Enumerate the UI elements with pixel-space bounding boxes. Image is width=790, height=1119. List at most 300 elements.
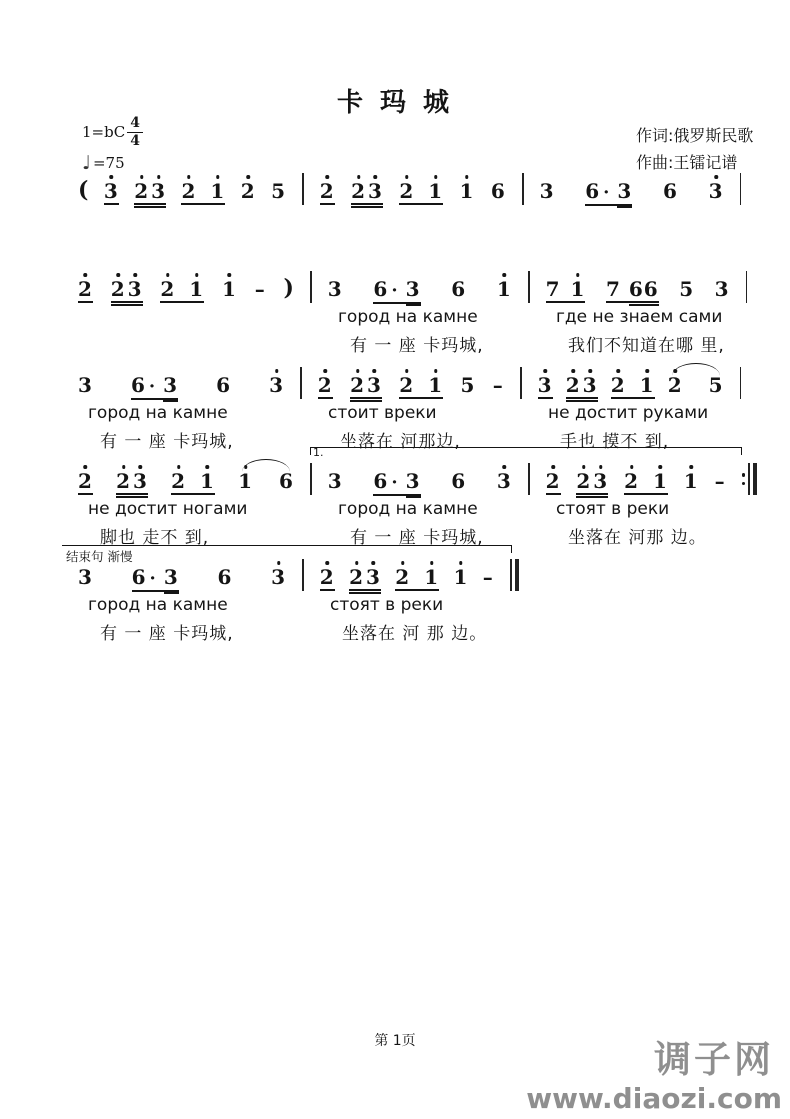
note-group [222,272,237,300]
note-digit: 1 [496,277,512,301]
note-group [216,368,231,396]
note-digit: 2 [576,469,592,493]
note-group [132,560,179,589]
note-digit: 1 [222,277,237,301]
watermark-site-name: 调子网 [654,1038,774,1081]
note-digit: 3 [127,277,143,301]
note-digit: 3 [271,565,286,589]
note-digit: 5 [679,277,695,301]
end-barline [740,367,742,399]
beam-underline [566,400,598,402]
note [483,567,494,588]
notes-row [62,368,742,398]
note-group [668,368,724,396]
octave-dot [543,369,547,373]
measure [62,464,310,494]
note [320,567,335,588]
note-group [715,272,730,300]
octave-dot [372,561,376,565]
octave-dot [133,273,137,277]
note [606,279,621,300]
note-digit: 2 [350,373,365,397]
note-group [320,174,335,202]
octave-dot [277,561,281,565]
watermark-site-url: www.diaozi.com [526,1081,782,1115]
extra-underline [406,496,421,498]
close-paren: ) [283,275,294,301]
note-digit: 3 [78,373,93,397]
lyric-row-ru [62,307,742,329]
note [715,471,726,492]
note-digit: 2 [134,179,150,203]
octave-dot [356,369,360,373]
beam-underline [576,493,608,495]
note-group [585,174,632,203]
note [540,181,555,202]
note-group [271,560,286,588]
beam-underline [78,493,93,495]
key-signature [82,112,143,152]
page-number: 第 1页 [374,1033,416,1049]
note [164,567,179,588]
note [451,279,466,300]
key-tempo-block [82,112,143,174]
song-title: 卡 玛 城 [336,88,454,118]
note-digit: 1 [570,277,586,301]
note-digit: 2 [351,179,367,203]
note-group [624,464,668,492]
note [279,471,294,492]
note-digit: 1 [683,469,699,493]
beam-underline [399,397,443,399]
lyric-cell-ru: где не знаем сами [556,307,723,327]
note-digit: – [482,565,494,589]
octave-dot [139,465,143,469]
note-group [451,272,466,300]
note-digit: 6 [130,373,146,397]
note-digit: 3 [405,277,421,301]
note [709,375,724,396]
octave-dot [571,369,575,373]
credit-lyricist: 作词:俄罗斯民歌 [636,126,754,145]
beam-underline [349,592,381,594]
note [328,279,343,300]
note-group [566,368,598,396]
octave-dot [401,561,405,565]
note-group [116,464,148,492]
beam-underline [611,397,655,399]
note [546,471,561,492]
note [104,181,119,202]
credit-composer: 作曲:王镭记谱 [636,153,738,172]
octave-dot [355,561,359,565]
note [593,471,608,492]
note-digit: 3 [582,373,598,397]
beam-underline [576,496,608,498]
note [78,375,93,396]
note-group [540,174,555,202]
measure [304,560,510,590]
octave-dot [465,175,469,179]
augmentation-dot: · [603,182,610,203]
note [368,181,383,202]
lyric-cell-zh: 有 一 座 卡玛城, [350,528,484,548]
lyric-row-zh [62,619,512,643]
octave-dot [324,369,328,373]
note [576,471,591,492]
note [128,279,143,300]
octave-dot [434,175,438,179]
note-digit: 3 [405,469,421,493]
note [497,279,512,300]
note [373,471,397,493]
note [134,181,149,202]
note-digit: 6 [217,565,233,589]
note-digit: 2 [667,373,683,397]
lyric-cell-ru: город на камне [88,595,228,615]
beam-underline [546,301,586,303]
note [424,567,439,588]
note [181,181,196,202]
lyric-cell-zh [62,331,312,355]
note-digit: 3 [78,565,93,589]
note-group [576,464,608,492]
key-label: 1=bC [82,123,126,141]
octave-dot [216,175,220,179]
note-group [483,560,494,588]
lyric-cell-zh: 脚也 走不 到, [100,528,210,548]
end-barline [742,463,757,495]
note [399,375,414,396]
lyric-row-ru [62,595,512,617]
note-digit: 2 [349,565,364,589]
note-group [395,560,439,588]
lyric-row-zh [62,331,742,355]
note-digit: 1 [189,277,205,301]
note-group [269,368,284,396]
note-group [134,174,166,202]
augmentation-dot: · [148,376,156,397]
note-digit: 3 [327,469,343,493]
note [663,181,678,202]
end-barline [746,271,748,303]
note [640,375,655,396]
note-group [181,174,225,202]
note-group [78,368,93,396]
note-digit: 3 [714,277,730,301]
note-group [350,368,382,396]
note [460,375,475,396]
beam-underline [78,301,93,303]
octave-dot [140,175,144,179]
note-digit: 2 [181,179,197,203]
beam-underline [351,203,383,205]
lyric-cell-zh: 有 一 座 卡玛城, [100,432,234,452]
note-group [460,174,475,202]
note-group [351,174,383,202]
octave-dot [195,273,199,277]
note [653,471,668,492]
beam-underline [546,493,561,495]
beam-underline [349,589,381,591]
note [78,279,93,300]
note-digit: – [492,373,504,397]
lyric-cell-zh: 坐落在 河那 边。 [568,528,707,548]
note [453,567,468,588]
octave-dot [616,369,620,373]
note [189,279,204,300]
note-digit: 3 [617,179,633,203]
note [78,567,93,588]
extra-underline [163,400,178,402]
beam-underline [395,589,439,591]
lyric-cell-ru: стоят в реки [330,595,444,615]
note-digit: 3 [163,565,179,589]
augmentation-dot: · [149,568,156,589]
note-group [606,272,659,300]
note-group [328,464,343,492]
measure [62,174,302,204]
octave-dot [244,465,248,469]
note-digit: 2 [78,277,93,301]
note-digit: 6 [585,179,601,203]
score-line [62,272,742,355]
score-line [62,368,742,451]
measure [62,272,310,302]
note-digit: 2 [565,373,581,397]
note-digit: 3 [327,277,343,301]
note-group [497,464,512,492]
note-group [453,560,468,588]
lyric-cell-ru: город на камне [338,499,478,519]
note [715,279,730,300]
end-barline [740,173,742,205]
note-group [611,368,655,396]
note-group [78,560,93,588]
note-digit: 3 [151,179,167,203]
thin-barline [740,367,742,399]
note [428,375,443,396]
note-group [160,272,204,300]
repeat-dots [742,463,745,495]
note-digit: 1 [200,469,215,493]
note [133,471,148,492]
lyric-cell-ru: город на камне [338,307,478,327]
note-group [373,272,420,301]
note [163,375,178,396]
end-barline [510,559,519,591]
beam-underline [606,301,659,303]
octave-dot [84,465,88,469]
note-group [663,174,678,202]
note-digit: 3 [103,179,119,203]
note [546,279,561,300]
thick-barline [753,463,757,495]
note-digit: 2 [160,277,176,301]
note [210,181,225,202]
octave-dot [630,465,634,469]
note-group [460,368,475,396]
note [271,181,286,202]
repeat-dot [742,482,745,485]
lyric-cell-ru: город на камне [88,403,228,423]
notes-row [62,464,742,494]
note [328,471,343,492]
lyric-cell-zh: 我们不知道在哪 里, [568,336,725,356]
thin-barline [510,559,512,591]
note [318,375,333,396]
lyric-cell-zh: 坐落在 河那边, [340,432,461,452]
octave-dot [166,273,170,277]
note-digit: 1 [238,469,254,493]
note [406,279,421,300]
octave-dot [582,465,586,469]
lyric-cell-zh: 有 一 座 卡玛城, [100,624,234,644]
note-digit: 5 [271,179,286,203]
note-digit: 2 [399,373,415,397]
octave-dot [645,369,649,373]
note-group [217,560,232,588]
note-group [320,560,335,588]
tempo-value: =75 [92,154,125,172]
note-group [715,464,726,492]
lyric-cell-ru: стоит вреки [328,403,437,423]
lyric-row-ru [62,403,742,425]
lyric-cell-ru: не достит ногами [88,499,248,519]
beam-underline [566,397,598,399]
open-paren: ( [78,177,89,203]
notes-row [62,174,742,204]
note-group [238,464,294,492]
note-group [399,368,443,396]
note [160,279,175,300]
note-digit: 3 [708,179,724,203]
note-digit: 2 [610,373,626,397]
note [351,181,366,202]
octave-dot [374,175,378,179]
note-group [171,464,215,492]
note [451,471,466,492]
octave-dot [689,465,693,469]
tempo-marking [82,152,143,174]
thin-barline [748,463,750,495]
measure [530,464,742,494]
note [566,375,581,396]
note [241,181,256,202]
extra-underline [164,592,179,594]
note-digit: 7 [545,277,561,301]
note [350,375,365,396]
beam-underline [171,493,215,495]
score-line [62,549,512,644]
note-digit: 1 [653,469,668,493]
note [171,471,186,492]
note-group [451,464,466,492]
note [585,181,609,203]
beam-underline [351,206,383,208]
note-digit: 2 [116,469,132,493]
octave-dot [714,175,718,179]
beam-underline [111,301,143,303]
note [617,181,632,202]
beam-underline [104,203,119,205]
note [116,471,131,492]
beam-underline [624,493,668,495]
note-digit: 6 [663,179,678,203]
note-group [373,464,420,493]
octave-dot [405,369,409,373]
octave-dot [673,369,677,373]
note [491,181,506,202]
note-digit: – [254,277,266,301]
lyric-cell-ru: стоят в реки [556,499,670,519]
octave-dot [551,465,555,469]
beam-underline [320,203,335,205]
measure [524,174,740,204]
note [255,279,266,300]
octave-dot [599,465,603,469]
thin-barline [740,173,742,205]
lyric-row-ru [62,499,742,521]
note-digit: 2 [319,565,335,589]
beam-underline [134,206,166,208]
note-digit: 2 [317,373,333,397]
watermark [526,1040,782,1114]
note [399,181,414,202]
extra-underline [406,304,421,306]
note-group [493,368,504,396]
lyric-row-zh [62,523,742,547]
augmentation-dot: · [391,280,398,301]
credits-block [636,122,753,176]
note-digit: 3 [593,469,609,493]
note-group [546,272,586,300]
note-digit: 1 [459,179,475,203]
augmentation-dot: · [391,472,398,493]
extra-underline [629,304,659,306]
note-group [241,174,256,202]
lyric-cell-ru [62,307,312,329]
coda-bracket [62,545,512,564]
beam-underline [320,589,335,591]
octave-dot [357,175,361,179]
note-digit: 3 [269,373,284,397]
quarter-note-icon: ♩ [82,152,91,174]
note [624,471,639,492]
note-group [111,272,143,300]
extra-underline [617,206,632,208]
note-group [709,174,724,202]
score-line [62,174,742,204]
beam-underline [350,400,382,402]
note [222,279,237,300]
note [406,471,421,492]
lyric-cell-zh: 有 一 座 卡玛城, [350,336,484,356]
note [320,181,335,202]
note-group [491,174,506,202]
note-group [78,464,93,492]
octave-dot [373,369,377,373]
thick-barline [515,559,519,591]
note [493,375,504,396]
octave-dot [588,369,592,373]
note [709,181,724,202]
notes-row [62,272,742,302]
beam-underline [399,203,443,205]
note-digit: 1 [428,373,444,397]
note [684,471,699,492]
measure [530,272,746,302]
